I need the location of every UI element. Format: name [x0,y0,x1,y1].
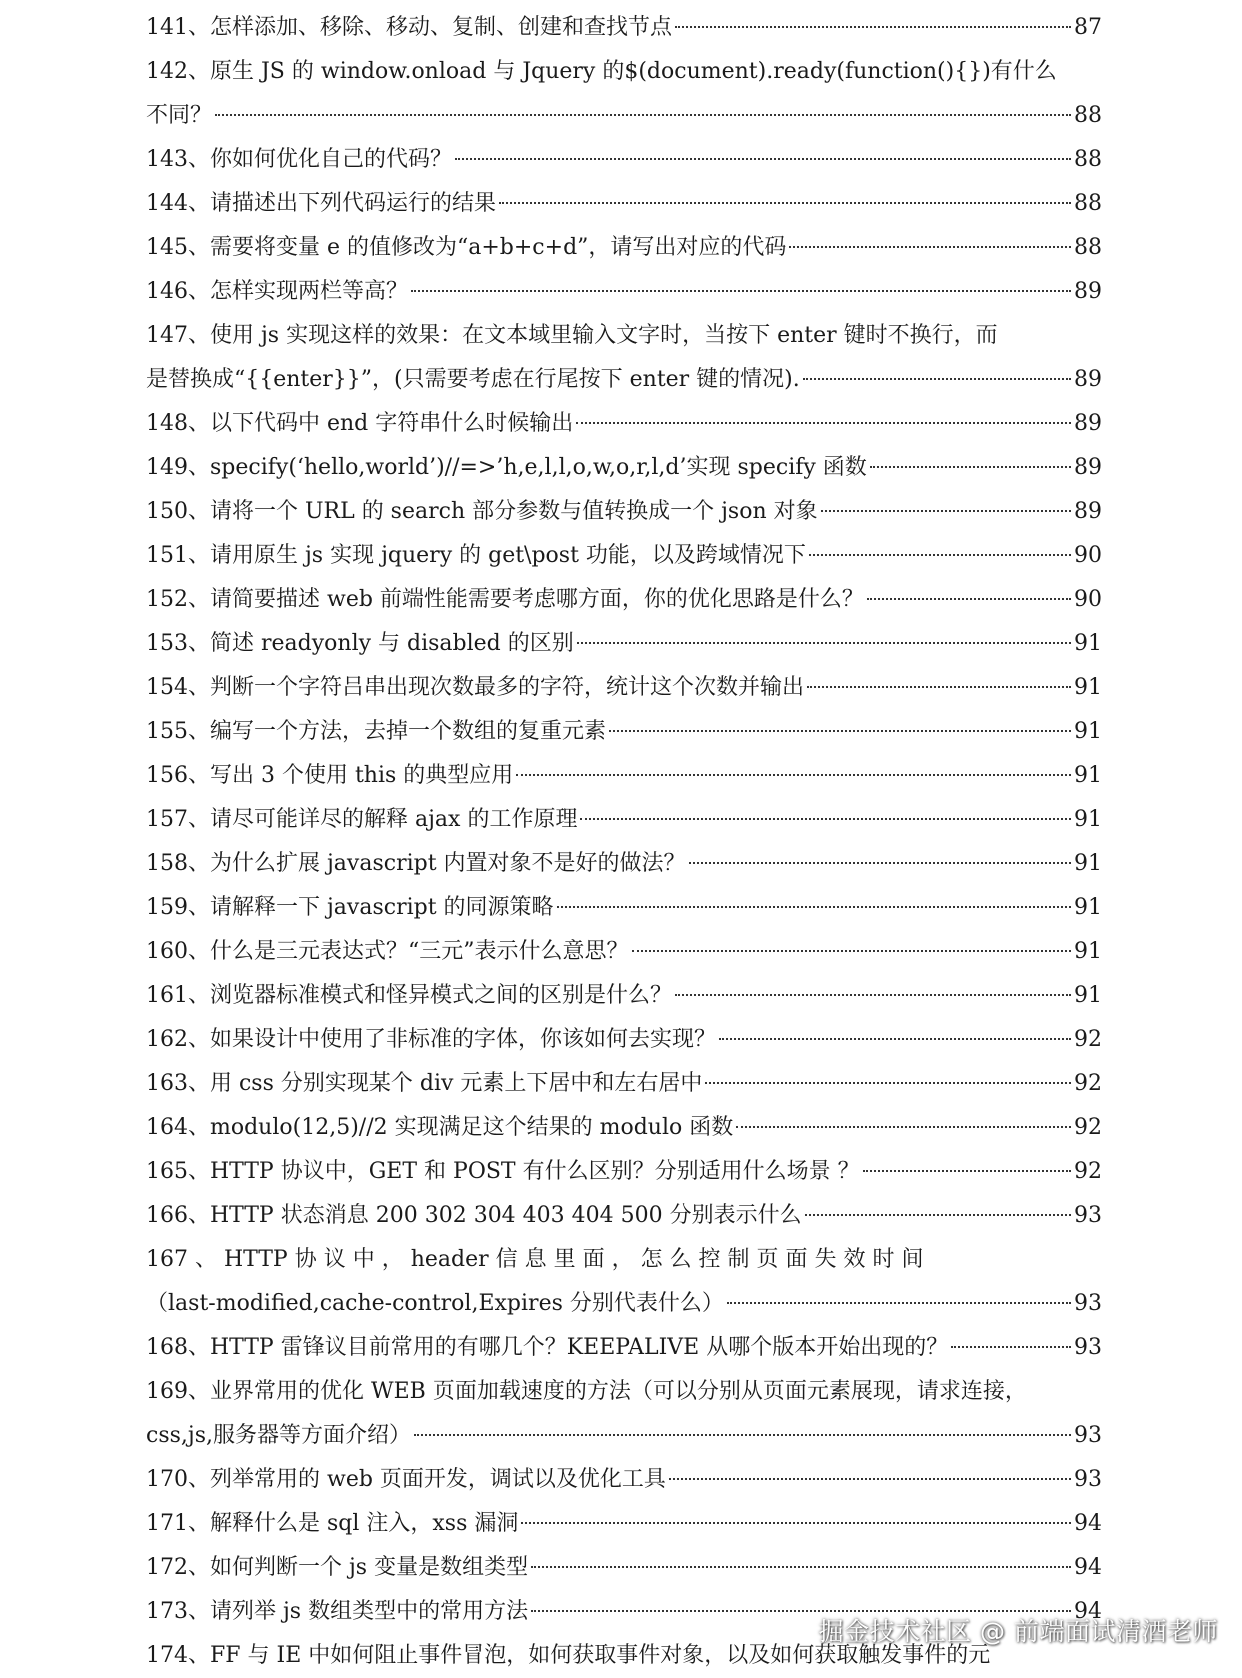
toc-entry-title: 169、业界常用的优化 WEB 页面加载速度的方法（可以分别从页面元素展现，请求连接， [146,1379,1027,1404]
dot-leader [521,1522,1071,1524]
toc-entry[interactable] [146,622,1102,666]
toc-entry-title: 154、判断一个字符吕串出现次数最多的字符，统计这个次数并输出 [146,675,804,700]
dot-leader [609,730,1071,732]
toc-entry-page: 93 [1074,1335,1102,1360]
dot-leader [727,1302,1071,1304]
toc-entry-title: 147、使用 js 实现这样的效果：在文本域里输入文字时，当按下 enter 键时不换行，而 [146,323,998,348]
dot-leader [809,554,1071,556]
toc-entry[interactable] [146,798,1102,842]
toc-entry-title: 165、HTTP 协议中，GET 和 POST 有什么区别？分别适用什么场景 ？ [146,1159,860,1184]
toc-entry-title: 151、请用原生 js 实现 jquery 的 get\post 功能，以及跨域情况下 [146,543,806,568]
toc-entry-page: 89 [1074,411,1102,436]
toc-entry[interactable] [146,446,1102,490]
toc-entry[interactable] [146,974,1102,1018]
dot-leader [557,906,1071,908]
dot-leader [576,422,1071,424]
toc-entry-page: 93 [1074,1423,1102,1448]
toc-entry[interactable] [146,270,1102,314]
toc-entry-page: 91 [1074,939,1102,964]
toc-entry-page: 88 [1074,103,1102,128]
dot-leader [580,818,1071,820]
toc-entry-page: 93 [1074,1203,1102,1228]
toc-entry[interactable] [146,930,1102,974]
dot-leader [414,1434,1071,1436]
toc-entry-page: 92 [1074,1115,1102,1140]
toc-entry-title: 152、请简要描述 web 前端性能需要考虑哪方面，你的优化思路是什么？ [146,587,864,612]
dot-leader [455,158,1071,160]
toc-entry[interactable] [146,50,1102,94]
dot-leader [411,290,1071,292]
toc-entry-title: 172、如何判断一个 js 变量是数组类型 [146,1555,529,1580]
toc-entry-page: 94 [1074,1555,1102,1580]
toc-entry-title: 156、写出 3 个使用 this 的典型应用 [146,763,514,788]
toc-entry-title-cont: css,js,服务器等方面介绍） [146,1423,411,1448]
toc-entry-title: 168、HTTP 雷锋议目前常用的有哪几个？KEEPALIVE 从哪个版本开始出现的？ [146,1335,949,1360]
toc-entry-title: 159、请解释一下 javascript 的同源策略 [146,895,554,920]
toc-entry-title: 148、以下代码中 end 字符串什么时候输出 [146,411,574,436]
dot-leader [675,994,1071,996]
toc-entry-title: 144、请描述出下列代码运行的结果 [146,191,496,216]
toc-entry-title: 173、请列举 js 数组类型中的常用方法 [146,1599,529,1624]
toc-entry-page: 91 [1074,675,1102,700]
toc-entry-title: 161、浏览器标准模式和怪异模式之间的区别是什么？ [146,983,672,1008]
dot-leader [516,774,1071,776]
table-of-contents [146,6,1102,1678]
toc-entry-page: 91 [1074,763,1102,788]
toc-entry-page: 91 [1074,719,1102,744]
toc-entry-title: 143、你如何优化自己的代码？ [146,147,452,172]
toc-entry[interactable] [146,1194,1102,1238]
toc-entry-title: 174、FF 与 IE 中如何阻止事件冒泡，如何获取事件对象，以及如何获取触发事件的元 [146,1643,991,1668]
dot-leader [531,1566,1071,1568]
toc-entry[interactable] [146,754,1102,798]
dot-leader [215,114,1071,116]
dot-leader [951,1346,1071,1348]
toc-entry-page: 89 [1074,499,1102,524]
toc-entry-title: 166、HTTP 状态消息 200 302 304 403 404 500 分别表示什么 [146,1203,802,1228]
toc-entry-title-cont: 不同？ [146,103,213,128]
dot-leader [669,1478,1071,1480]
dot-leader [870,466,1071,468]
toc-entry-title: 155、编写一个方法，去掉一个数组的复重元素 [146,719,606,744]
dot-leader [863,1170,1071,1172]
toc-entry-continuation[interactable] [146,94,1102,138]
toc-entry-title: 150、请将一个 URL 的 search 部分参数与值转换成一个 json 对象 [146,499,818,524]
dot-leader [867,598,1071,600]
toc-entry[interactable] [146,402,1102,446]
toc-entry-title: 141、怎样添加、移除、移动、复制、创建和查找节点 [146,15,672,40]
toc-entry-title: 145、需要将变量 e 的值修改为“a+b+c+d”，请写出对应的代码 [146,235,787,260]
toc-entry[interactable] [146,710,1102,754]
toc-entry-title: 142、原生 JS 的 window.onload 与 Jquery 的$(document).ready(function(){})有什么 [146,59,1057,84]
toc-entry-page: 91 [1074,807,1102,832]
toc-entry-continuation[interactable] [146,358,1102,402]
dot-leader [499,202,1071,204]
toc-entry-continuation[interactable] [146,1282,1102,1326]
toc-entry-title: 167 、 HTTP 协 议 中 ， header 信 息 里 面 ， 怎 么 控 制 页 面 失 效 时 间 [146,1247,924,1272]
toc-entry-page: 89 [1074,367,1102,392]
dot-leader [736,1126,1071,1128]
toc-entry[interactable] [146,1370,1102,1414]
toc-entry-title: 160、什么是三元表达式？“三元”表示什么意思？ [146,939,629,964]
toc-entry[interactable] [146,1106,1102,1150]
toc-entry[interactable] [146,1062,1102,1106]
toc-entry-title: 158、为什么扩展 javascript 内置对象不是好的做法？ [146,851,686,876]
toc-entry-page: 88 [1074,235,1102,260]
watermark: 掘金技术社区 @ 前端面试清酒老师 [818,1617,1218,1646]
toc-entry[interactable] [146,842,1102,886]
dot-leader [675,26,1071,28]
dot-leader [705,1082,1071,1084]
toc-entry[interactable] [146,666,1102,710]
dot-leader [807,686,1071,688]
toc-entry[interactable] [146,534,1102,578]
toc-entry-title: 153、简述 readyonly 与 disabled 的区别 [146,631,574,656]
toc-entry-page: 88 [1074,147,1102,172]
toc-entry[interactable] [146,1018,1102,1062]
toc-entry[interactable] [146,1546,1102,1590]
toc-entry-page: 94 [1074,1599,1102,1624]
toc-entry[interactable] [146,578,1102,622]
dot-leader [689,862,1071,864]
dot-leader [719,1038,1071,1040]
toc-entry[interactable] [146,1326,1102,1370]
toc-entry[interactable] [146,886,1102,930]
toc-entry-page: 93 [1074,1291,1102,1316]
toc-entry-page: 90 [1074,543,1102,568]
toc-entry-title: 146、怎样实现两栏等高？ [146,279,408,304]
toc-entry[interactable] [146,1502,1102,1546]
toc-entry-title-cont: （last-modified,cache-control,Expires 分别代表什么） [146,1291,724,1316]
dot-leader [632,950,1072,952]
toc-entry-page: 91 [1074,631,1102,656]
dot-leader [789,246,1071,248]
toc-entry[interactable] [146,182,1102,226]
toc-entry[interactable] [146,1458,1102,1502]
toc-entry-page: 91 [1074,983,1102,1008]
toc-entry-page: 94 [1074,1511,1102,1536]
toc-entry-page: 92 [1074,1159,1102,1184]
toc-entry-page: 92 [1074,1027,1102,1052]
toc-entry-continuation[interactable] [146,1414,1102,1458]
toc-entry-page: 89 [1074,455,1102,480]
toc-entry[interactable] [146,138,1102,182]
dot-leader [577,642,1071,644]
toc-entry[interactable] [146,1238,1102,1282]
toc-entry[interactable] [146,490,1102,534]
toc-entry-title-cont: 是替换成“{{enter}}”，(只需要考虑在行尾按下 enter 键的情况). [146,367,800,392]
toc-entry-title: 162、如果设计中使用了非标准的字体，你该如何去实现？ [146,1027,716,1052]
toc-entry-page: 88 [1074,191,1102,216]
toc-entry-title: 149、specify(‘hello,world’)//=>’h,e,l,l,o,w,o,r,l,d’实现 specify 函数 [146,455,867,480]
toc-entry-page: 89 [1074,279,1102,304]
toc-entry-page: 93 [1074,1467,1102,1492]
toc-entry[interactable] [146,226,1102,270]
toc-entry-title: 171、解释什么是 sql 注入，xss 漏洞 [146,1511,519,1536]
dot-leader [803,378,1071,380]
toc-entry[interactable] [146,314,1102,358]
toc-entry[interactable] [146,1150,1102,1194]
toc-entry-page: 91 [1074,851,1102,876]
toc-entry-page: 91 [1074,895,1102,920]
dot-leader [805,1214,1071,1216]
dot-leader [821,510,1071,512]
toc-entry[interactable] [146,6,1102,50]
toc-entry-page: 87 [1074,15,1102,40]
toc-entry-title: 170、列举常用的 web 页面开发，调试以及优化工具 [146,1467,666,1492]
toc-entry-title: 163、用 css 分别实现某个 div 元素上下居中和左右居中 [146,1071,703,1096]
toc-entry-title: 164、modulo(12,5)//2 实现满足这个结果的 modulo 函数 [146,1115,734,1140]
toc-entry-page: 92 [1074,1071,1102,1096]
toc-entry-page: 90 [1074,587,1102,612]
toc-entry-title: 157、请尽可能详尽的解释 ajax 的工作原理 [146,807,578,832]
